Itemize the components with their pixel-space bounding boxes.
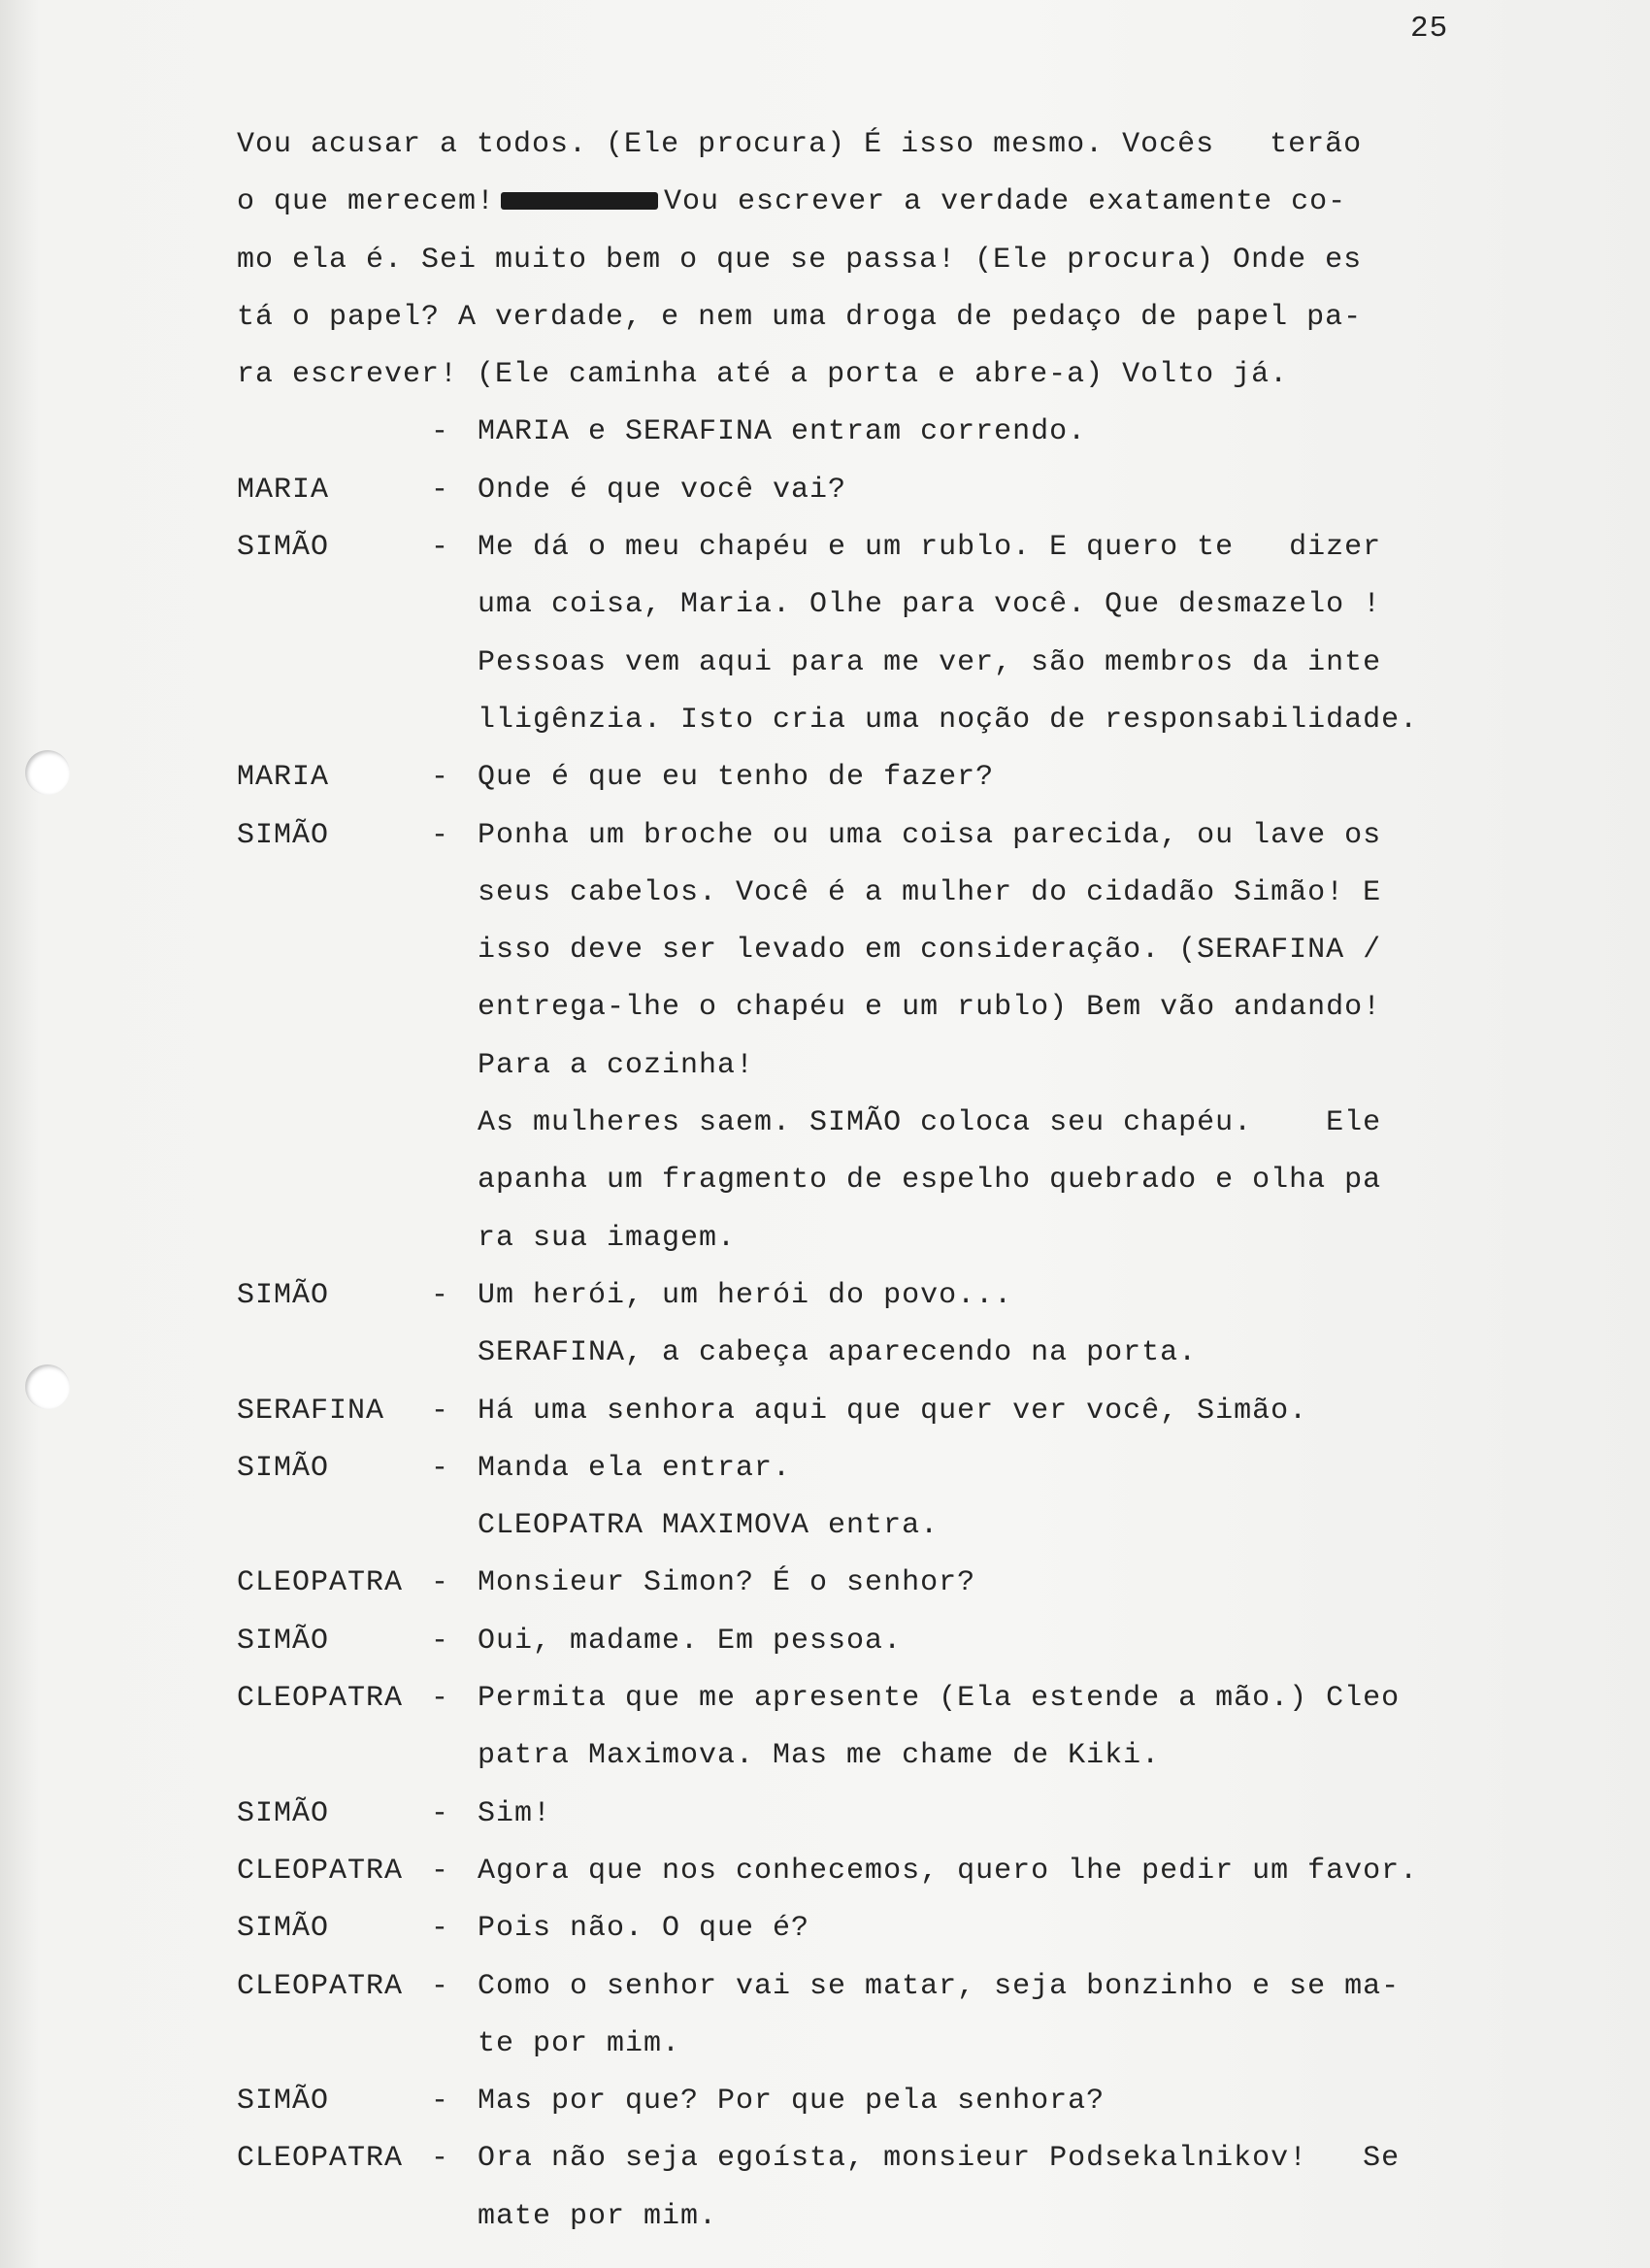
speaker-name: SIMÃO (237, 531, 330, 565)
dialogue-text: Um herói, um herói do povo... (478, 1278, 1013, 1312)
dialogue-text: Permita que me apresente (Ela estende a mão.) Cleo (478, 1682, 1401, 1716)
dialogue-text: Ora não seja egoísta, monsieur Podsekalnikov! Se (478, 2142, 1401, 2176)
dialogue-dash (431, 865, 478, 922)
dialogue-entry (237, 2130, 1528, 2187)
prose-line: tá o papel? A verdade, e nem uma droga de pedaço de papel pa- (237, 300, 1363, 334)
dialogue-dash: - (431, 1912, 450, 1946)
dialogue-entry (237, 462, 1528, 519)
speaker-name: CLEOPATRA (237, 2142, 404, 2176)
dialogue-continuation (237, 922, 1528, 979)
speaker-name (237, 404, 431, 461)
speaker-name (237, 635, 431, 692)
dialogue-dash: - (431, 2085, 450, 2119)
dialogue-text: Manda ela entrar. (478, 1451, 792, 1485)
dialogue-dash (431, 576, 478, 634)
dialogue-dash: - (431, 1969, 450, 2003)
dialogue-list (237, 462, 1528, 2246)
dialogue-dash: - (431, 1278, 450, 1312)
dialogue-dash: - (431, 473, 450, 507)
speaker-name: SIMÃO (237, 1278, 330, 1312)
dialogue-entry (237, 519, 1528, 576)
dialogue-entry (237, 1900, 1528, 1957)
dialogue-continuation (237, 2016, 1528, 2073)
dialogue-entry (237, 1786, 1528, 1843)
dialogue-text: seus cabelos. Você é a mulher do cidadão Simão! E (478, 875, 1382, 909)
dialogue-dash: - (431, 531, 450, 565)
prose-line: o que merecem! Vou escrever a verdade exatamente co- (237, 185, 1347, 219)
dialogue-dash: - (431, 761, 450, 795)
speaker-name: MARIA (237, 761, 330, 795)
dialogue-text: apanha um fragmento de espelho quebrado e olha pa (478, 1164, 1382, 1198)
dialogue-text: Me dá o meu chapéu e um rublo. E quero te dizer (478, 531, 1382, 565)
dialogue-text: Pois não. O que é? (478, 1912, 810, 1946)
dialogue-text: Há uma senhora aqui que quer ver você, Simão. (478, 1394, 1308, 1428)
stage-direction (237, 404, 1528, 461)
dialogue-text: Monsieur Simon? É o senhor? (478, 1566, 976, 1600)
speaker-name: SIMÃO (237, 2085, 330, 2119)
speaker-name (237, 1325, 431, 1382)
dialogue-dash (431, 1037, 478, 1095)
speaker-name (237, 1095, 431, 1152)
dialogue-continuation (237, 576, 1528, 634)
speaker-name: SIMÃO (237, 1624, 330, 1658)
dialogue-dash: - (431, 1854, 450, 1888)
dialogue-continuation (237, 1727, 1528, 1785)
dialogue-dash: - (431, 2142, 450, 2176)
dialogue-entry (237, 1383, 1528, 1440)
dialogue-entry (237, 1267, 1528, 1325)
dialogue-dash (431, 635, 478, 692)
dialogue-text: Como o senhor vai se matar, seja bonzinho e se ma- (478, 1969, 1401, 2003)
speaker-name (237, 576, 431, 634)
speaker-name (237, 979, 431, 1036)
speaker-name: CLEOPATRA (237, 1969, 404, 2003)
dialogue-text: CLEOPATRA MAXIMOVA entra. (478, 1509, 940, 1543)
prose-line: mo ela é. Sei muito bem o que se passa! (Ele procura) Onde es (237, 243, 1363, 277)
dialogue-continuation (237, 979, 1528, 1036)
dialogue-dash: - (431, 415, 450, 449)
speaker-name: SIMÃO (237, 818, 330, 852)
dialogue-entry (237, 1843, 1528, 1900)
prose-line: Vou acusar a todos. (Ele procura) É isso mesmo. Vocês terão (237, 128, 1363, 161)
dialogue-text: entrega-lhe o chapéu e um rublo) Bem vão andando! (478, 991, 1382, 1025)
speaker-name (237, 922, 431, 979)
direction-text: MARIA e SERAFINA entram correndo. (478, 415, 1087, 449)
dialogue-text: Onde é que você vai? (478, 473, 847, 507)
dialogue-dash: - (431, 1682, 450, 1716)
speaker-name (237, 692, 431, 749)
dialogue-text: As mulheres saem. SIMÃO coloca seu chapéu. Ele (478, 1106, 1382, 1140)
speaker-name: CLEOPATRA (237, 1854, 404, 1888)
dialogue-text: Pessoas vem aqui para me ver, são membros da inte (478, 645, 1382, 679)
speaker-name: CLEOPATRA (237, 1682, 404, 1716)
dialogue-entry (237, 1613, 1528, 1670)
dialogue-text: uma coisa, Maria. Olhe para você. Que desmazelo ! (478, 588, 1382, 622)
dialogue-continuation (237, 635, 1528, 692)
dialogue-dash (431, 2188, 478, 2246)
dialogue-text: isso deve ser levado em consideração. (SERAFINA / (478, 934, 1382, 968)
dialogue-dash (431, 1727, 478, 1785)
redaction-mark (501, 192, 658, 210)
speaker-name: SIMÃO (237, 1796, 330, 1830)
dialogue-text: lligênzia. Isto cria uma noção de responsabilidade. (478, 703, 1419, 737)
dialogue-continuation (237, 1095, 1528, 1152)
speaker-name: SIMÃO (237, 1912, 330, 1946)
dialogue-dash (431, 2016, 478, 2073)
dialogue-text: Que é que eu tenho de fazer? (478, 761, 995, 795)
dialogue-dash (431, 1497, 478, 1555)
dialogue-dash (431, 979, 478, 1036)
dialogue-continuation (237, 865, 1528, 922)
dialogue-dash: - (431, 818, 450, 852)
dialogue-dash (431, 692, 478, 749)
dialogue-dash (431, 1325, 478, 1382)
dialogue-dash (431, 922, 478, 979)
dialogue-text: Ponha um broche ou uma coisa parecida, ou lave os (478, 818, 1382, 852)
speaker-name: SIMÃO (237, 1451, 330, 1485)
dialogue-continuation (237, 2188, 1528, 2246)
dialogue-text: te por mim. (478, 2026, 681, 2060)
speaker-name (237, 1497, 431, 1555)
dialogue-continuation (237, 1152, 1528, 1209)
dialogue-entry (237, 1958, 1528, 2016)
dialogue-text: Sim! (478, 1796, 552, 1830)
dialogue-continuation (237, 1210, 1528, 1267)
punch-hole (25, 1364, 70, 1409)
dialogue-text: patra Maximova. Mas me chame de Kiki. (478, 1739, 1161, 1773)
dialogue-entry (237, 1555, 1528, 1612)
dialogue-dash: - (431, 1624, 450, 1658)
dialogue-text: Mas por que? Por que pela senhora? (478, 2085, 1106, 2119)
dialogue-entry (237, 807, 1528, 865)
dialogue-continuation (237, 1037, 1528, 1095)
prose-line: ra escrever! (Ele caminha até a porta e abre-a) Volto já. (237, 358, 1289, 392)
speaker-name (237, 1037, 431, 1095)
page-number: 25 (1410, 12, 1449, 46)
dialogue-entry (237, 2073, 1528, 2130)
speaker-name (237, 1152, 431, 1209)
dialogue-text: mate por mim. (478, 2199, 718, 2233)
dialogue-dash: - (431, 1796, 450, 1830)
speaker-name (237, 2016, 431, 2073)
speaker-name (237, 2188, 431, 2246)
speaker-name: CLEOPATRA (237, 1566, 404, 1600)
punch-hole (25, 750, 70, 795)
dialogue-entry (237, 749, 1528, 806)
speaker-name (237, 1210, 431, 1267)
dialogue-dash (431, 1095, 478, 1152)
dialogue-entry (237, 1670, 1528, 1727)
dialogue-dash: - (431, 1451, 450, 1485)
dialogue-dash: - (431, 1566, 450, 1600)
speaker-name: SERAFINA (237, 1394, 385, 1428)
speaker-name: MARIA (237, 473, 330, 507)
dialogue-dash (431, 1210, 478, 1267)
speaker-name (237, 1727, 431, 1785)
dialogue-text: Para a cozinha! (478, 1048, 755, 1082)
dialogue-continuation (237, 1497, 1528, 1555)
dialogue-text: SERAFINA, a cabeça aparecendo na porta. (478, 1336, 1198, 1370)
dialogue-text: Agora que nos conhecemos, quero lhe pedir um favor. (478, 1854, 1419, 1888)
dialogue-dash (431, 1152, 478, 1209)
dialogue-dash: - (431, 1394, 450, 1428)
dialogue-continuation (237, 1325, 1528, 1382)
dialogue-continuation (237, 692, 1528, 749)
speaker-name (237, 865, 431, 922)
script-body (237, 116, 1528, 2246)
dialogue-entry (237, 1440, 1528, 1497)
dialogue-text: ra sua imagem. (478, 1221, 737, 1255)
dialogue-text: Oui, madame. Em pessoa. (478, 1624, 903, 1658)
